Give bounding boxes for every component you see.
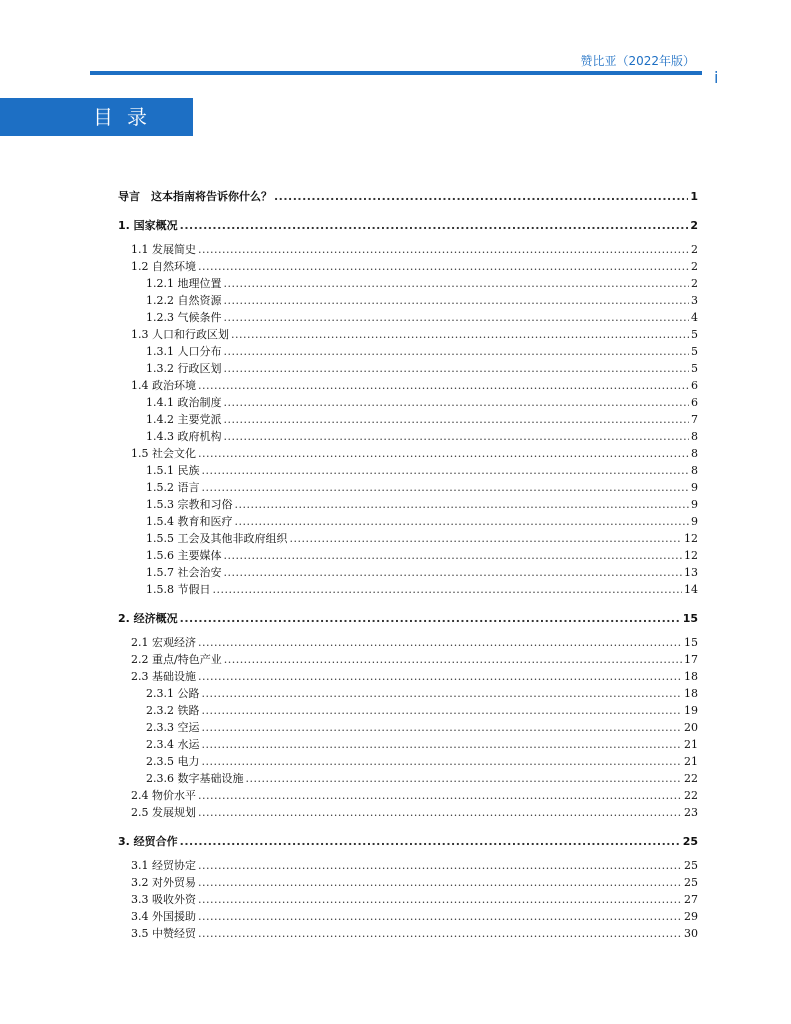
toc-entry-label: 1.4.3 政府机构 — [146, 430, 222, 443]
toc-entry[interactable] — [118, 393, 698, 410]
toc-leader-dots — [202, 755, 683, 769]
toc-leader-dots — [198, 859, 682, 873]
toc-leader-dots — [198, 927, 682, 941]
toc-entry-label: 2. 经济概况 — [118, 612, 178, 625]
toc-leader-dots — [290, 532, 683, 546]
header-rule — [90, 71, 702, 75]
toc-leader-dots — [235, 498, 690, 512]
toc-entry[interactable] — [118, 342, 698, 359]
table-of-contents — [118, 187, 698, 941]
toc-entry-label: 2.4 物价水平 — [131, 789, 196, 802]
toc-entry-page: 5 — [691, 328, 698, 341]
toc-entry[interactable] — [118, 924, 698, 941]
toc-leader-dots — [224, 345, 690, 359]
toc-entry[interactable] — [118, 718, 698, 735]
toc-entry[interactable] — [118, 856, 698, 873]
toc-entry[interactable] — [118, 376, 698, 393]
toc-entry[interactable] — [118, 240, 698, 257]
toc-entry[interactable] — [118, 769, 698, 786]
toc-leader-dots — [198, 447, 689, 461]
toc-leader-dots — [198, 379, 689, 393]
toc-entry[interactable] — [118, 873, 698, 890]
toc-entry[interactable] — [118, 563, 698, 580]
toc-entry[interactable] — [118, 803, 698, 820]
toc-leader-dots — [198, 789, 682, 803]
toc-entry[interactable] — [118, 444, 698, 461]
toc-entry[interactable] — [118, 410, 698, 427]
toc-entry[interactable] — [118, 650, 698, 667]
toc-leader-dots — [198, 806, 682, 820]
toc-entry[interactable] — [118, 786, 698, 803]
toc-entry-label: 2.2 重点/特色产业 — [131, 653, 222, 666]
toc-entry-page: 15 — [682, 612, 698, 625]
toc-entry-page: 18 — [684, 670, 698, 683]
page-number: i — [714, 68, 719, 87]
toc-entry-label: 2.3.5 电力 — [146, 755, 200, 768]
toc-entry-label: 2.3.1 公路 — [146, 687, 200, 700]
toc-entry-label: 1.2.1 地理位置 — [146, 277, 222, 290]
toc-entry[interactable] — [118, 735, 698, 752]
toc-entry[interactable] — [118, 216, 698, 233]
toc-entry-label: 1.5.3 宗教和习俗 — [146, 498, 233, 511]
toc-entry[interactable] — [118, 427, 698, 444]
toc-entry-page: 9 — [691, 515, 698, 528]
toc-entry[interactable] — [118, 187, 698, 204]
toc-entry[interactable] — [118, 478, 698, 495]
toc-leader-dots — [246, 772, 683, 786]
toc-entry[interactable] — [118, 701, 698, 718]
toc-entry-page: 5 — [691, 362, 698, 375]
toc-leader-dots — [224, 294, 690, 308]
toc-entry-label: 1.2.2 自然资源 — [146, 294, 222, 307]
toc-entry-label: 1.3 人口和行政区划 — [131, 328, 229, 341]
toc-entry[interactable] — [118, 529, 698, 546]
toc-entry-page: 6 — [691, 396, 698, 409]
toc-entry-label: 1.5.8 节假日 — [146, 583, 211, 596]
toc-entry-label: 2.5 发展规划 — [131, 806, 196, 819]
toc-entry-page: 30 — [684, 927, 698, 940]
toc-leader-dots — [198, 260, 689, 274]
toc-entry-page: 8 — [691, 447, 698, 460]
toc-leader-dots — [198, 893, 682, 907]
toc-entry-page: 27 — [684, 893, 698, 906]
toc-entry-label: 1.3.2 行政区划 — [146, 362, 222, 375]
toc-entry[interactable] — [118, 325, 698, 342]
toc-leader-dots — [198, 670, 682, 684]
toc-entry-label: 2.3.6 数字基础设施 — [146, 772, 244, 785]
toc-entry[interactable] — [118, 752, 698, 769]
toc-leader-dots — [202, 687, 683, 701]
toc-entry-label: 1.5.2 语言 — [146, 481, 200, 494]
toc-leader-dots — [213, 583, 683, 597]
toc-leader-dots — [180, 219, 689, 233]
toc-entry-page: 21 — [684, 755, 698, 768]
toc-entry-label: 2.1 宏观经济 — [131, 636, 196, 649]
toc-entry[interactable] — [118, 461, 698, 478]
toc-entry-label: 3.1 经贸协定 — [131, 859, 196, 872]
toc-entry-label: 1.5.5 工会及其他非政府组织 — [146, 532, 288, 545]
toc-leader-dots — [231, 328, 689, 342]
toc-entry[interactable] — [118, 495, 698, 512]
toc-entry[interactable] — [118, 257, 698, 274]
toc-entry[interactable] — [118, 580, 698, 597]
toc-entry-page: 17 — [684, 653, 698, 666]
toc-entry[interactable] — [118, 512, 698, 529]
toc-entry-label: 1.4 政治环境 — [131, 379, 196, 392]
toc-leader-dots — [198, 243, 689, 257]
toc-leader-dots — [224, 413, 690, 427]
toc-entry-label: 1.1 发展简史 — [131, 243, 196, 256]
toc-leader-dots — [198, 876, 682, 890]
toc-entry-page: 8 — [691, 464, 698, 477]
toc-entry-label: 1.5 社会文化 — [131, 447, 196, 460]
toc-leader-dots — [224, 277, 690, 291]
toc-entry-page: 14 — [684, 583, 698, 596]
toc-entry-page: 6 — [691, 379, 698, 392]
toc-banner: 目录 — [0, 98, 193, 136]
toc-entry-label: 1. 国家概况 — [118, 219, 178, 232]
toc-entry-page: 2 — [691, 260, 698, 273]
toc-entry[interactable] — [118, 890, 698, 907]
toc-entry-label: 3.2 对外贸易 — [131, 876, 196, 889]
toc-entry[interactable] — [118, 667, 698, 684]
toc-leader-dots — [235, 515, 690, 529]
toc-leader-dots — [224, 549, 683, 563]
toc-entry[interactable] — [118, 359, 698, 376]
toc-entry[interactable] — [118, 308, 698, 325]
toc-entry-label: 导言 这本指南将告诉你什么？ — [118, 190, 272, 203]
toc-leader-dots — [274, 190, 688, 204]
toc-entry-label: 1.2.3 气候条件 — [146, 311, 222, 324]
toc-entry-page: 18 — [684, 687, 698, 700]
toc-leader-dots — [224, 653, 682, 667]
toc-entry-label: 3.4 外国援助 — [131, 910, 196, 923]
toc-entry[interactable] — [118, 907, 698, 924]
toc-entry-page: 4 — [691, 311, 698, 324]
toc-entry[interactable] — [118, 546, 698, 563]
toc-leader-dots — [202, 704, 683, 718]
toc-entry-label: 3.3 吸收外资 — [131, 893, 196, 906]
toc-leader-dots — [224, 396, 690, 410]
toc-entry-page: 19 — [684, 704, 698, 717]
toc-entry-label: 3.5 中赞经贸 — [131, 927, 196, 940]
toc-leader-dots — [224, 362, 690, 376]
toc-entry-page: 22 — [684, 772, 698, 785]
toc-entry-label: 1.5.1 民族 — [146, 464, 200, 477]
toc-entry[interactable] — [118, 609, 698, 626]
toc-entry[interactable] — [118, 684, 698, 701]
toc-entry-page: 9 — [691, 498, 698, 511]
toc-entry-page: 13 — [684, 566, 698, 579]
toc-entry-page: 25 — [684, 876, 698, 889]
toc-entry-page: 9 — [691, 481, 698, 494]
toc-leader-dots — [224, 311, 690, 325]
toc-entry-page: 12 — [684, 532, 698, 545]
toc-entry-label: 1.4.2 主要党派 — [146, 413, 222, 426]
toc-leader-dots — [202, 481, 690, 495]
toc-entry-page: 8 — [691, 430, 698, 443]
toc-entry-page: 12 — [684, 549, 698, 562]
toc-entry-label: 1.5.7 社会治安 — [146, 566, 222, 579]
toc-leader-dots — [202, 721, 683, 735]
header-title: 赞比亚（2022年版） — [580, 54, 695, 68]
toc-entry-label: 2.3 基础设施 — [131, 670, 196, 683]
toc-entry[interactable] — [118, 832, 698, 849]
toc-entry-page: 21 — [684, 738, 698, 751]
toc-entry-page: 25 — [684, 859, 698, 872]
toc-entry-page: 25 — [682, 835, 698, 848]
toc-entry-page: 5 — [691, 345, 698, 358]
toc-entry[interactable] — [118, 274, 698, 291]
toc-leader-dots — [202, 738, 683, 752]
toc-entry-page: 29 — [684, 910, 698, 923]
toc-entry-page: 2 — [691, 277, 698, 290]
toc-entry-page: 2 — [691, 243, 698, 256]
toc-leader-dots — [198, 636, 682, 650]
toc-entry-page: 15 — [684, 636, 698, 649]
toc-entry-label: 1.4.1 政治制度 — [146, 396, 222, 409]
toc-entry-page: 22 — [684, 789, 698, 802]
toc-entry-label: 1.2 自然环境 — [131, 260, 196, 273]
toc-entry-label: 2.3.2 铁路 — [146, 704, 200, 717]
toc-entry-page: 7 — [691, 413, 698, 426]
toc-entry-page: 1 — [690, 190, 698, 203]
toc-entry-label: 1.3.1 人口分布 — [146, 345, 222, 358]
toc-entry-page: 2 — [690, 219, 698, 232]
toc-leader-dots — [202, 464, 690, 478]
toc-entry-label: 2.3.4 水运 — [146, 738, 200, 751]
toc-leader-dots — [180, 835, 681, 849]
toc-entry-page: 23 — [684, 806, 698, 819]
toc-entry-label: 1.5.6 主要媒体 — [146, 549, 222, 562]
toc-entry-page: 20 — [684, 721, 698, 734]
toc-entry-label: 1.5.4 教育和医疗 — [146, 515, 233, 528]
toc-entry-page: 3 — [691, 294, 698, 307]
toc-leader-dots — [180, 612, 681, 626]
toc-leader-dots — [198, 910, 682, 924]
toc-leader-dots — [224, 430, 690, 444]
toc-leader-dots — [224, 566, 683, 580]
toc-entry-label: 2.3.3 空运 — [146, 721, 200, 734]
toc-entry[interactable] — [118, 633, 698, 650]
toc-entry[interactable] — [118, 291, 698, 308]
toc-entry-label: 3. 经贸合作 — [118, 835, 178, 848]
